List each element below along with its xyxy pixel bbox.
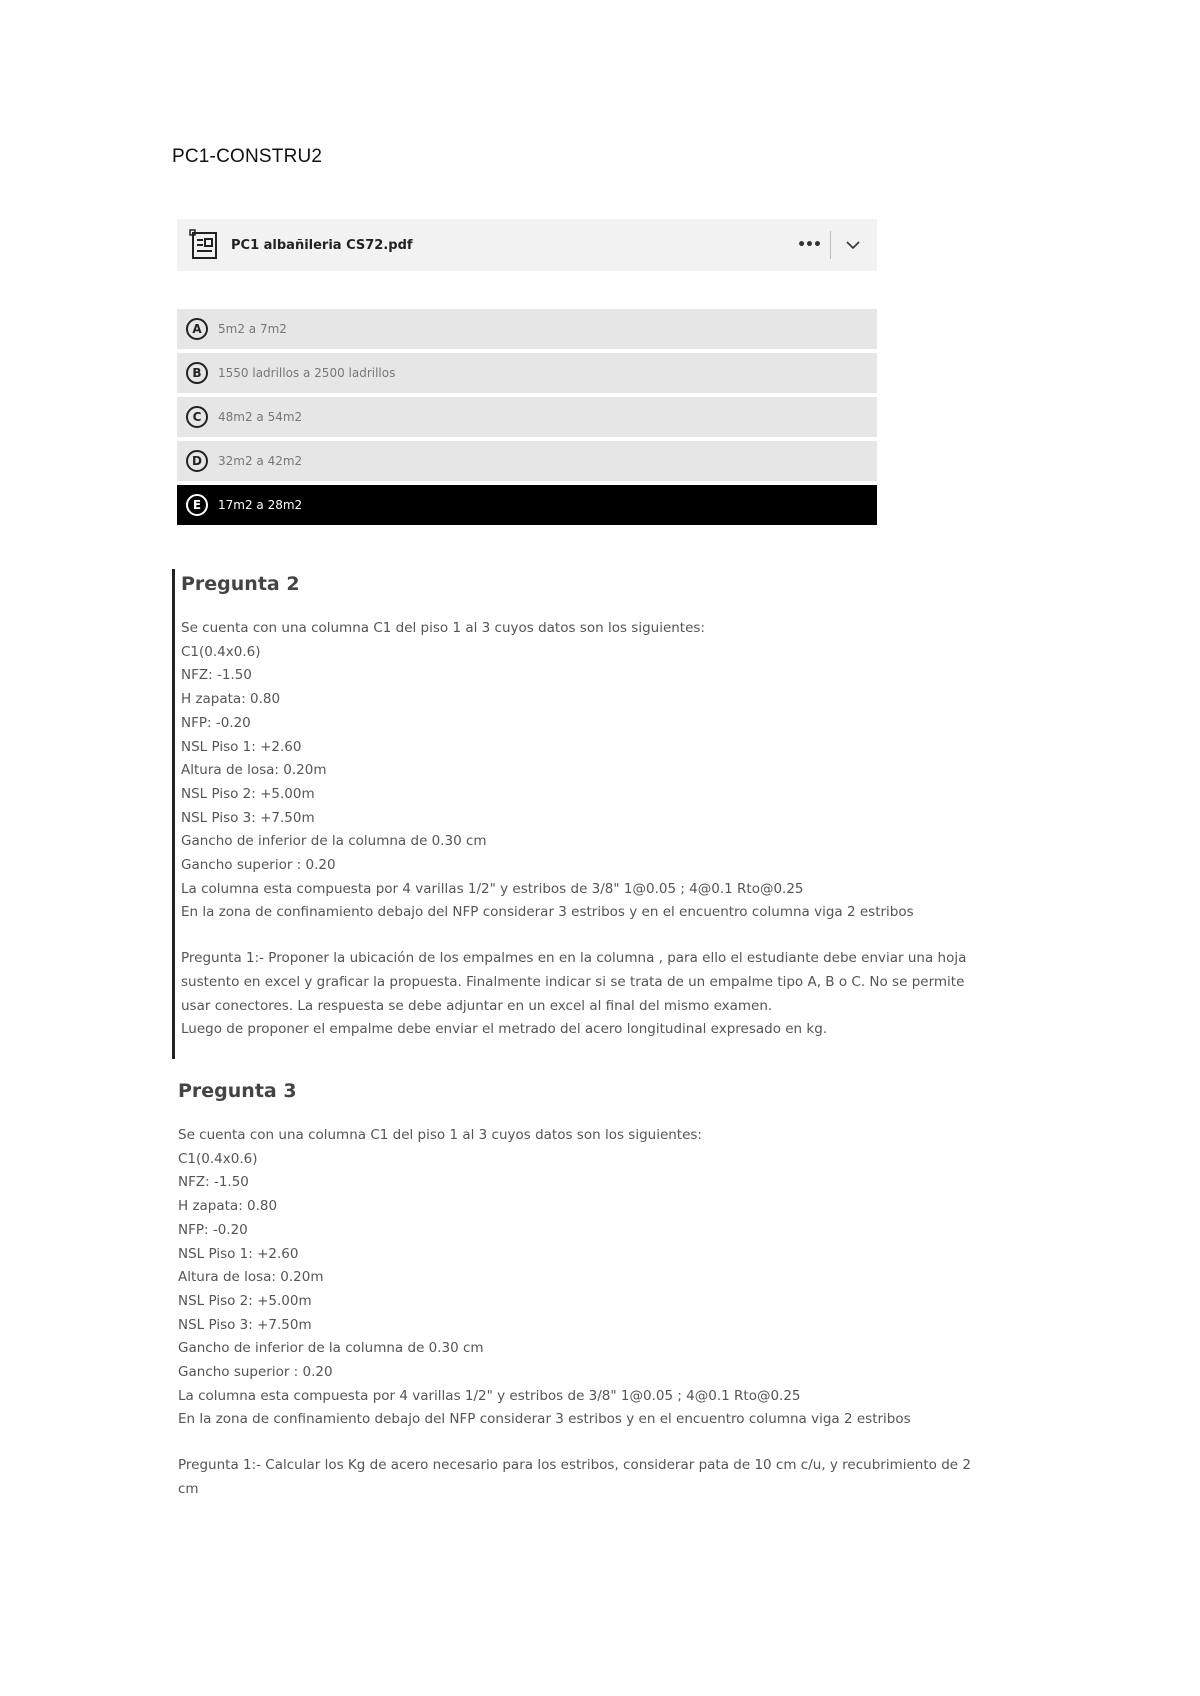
question-line: Se cuenta con una columna C1 del piso 1 al 3 cuyos datos son los siguientes: [178,1127,702,1143]
question-line: Gancho de inferior de la columna de 0.30 cm [181,833,487,850]
option-text: 48m2 a 54m2 [218,410,303,424]
question-line: La columna esta compuesta por 4 varillas 1/2" y estribos de 3/8" 1@0.05 ; 4@0.1 Rto@0.25 [181,880,804,897]
question-title: Pregunta 3 [178,1080,297,1102]
question-line: NFP: -0.20 [178,1221,248,1238]
option-letter-badge: A [186,318,208,340]
option-c[interactable] [177,397,877,437]
question-line: NSL Piso 2: +5.00m [181,785,315,802]
question-line: La columna esta compuesta por 4 varillas 1/2" y estribos de 3/8" 1@0.05 ; 4@0.1 Rto@0.25 [178,1387,801,1404]
question-line: Gancho de inferior de la columna de 0.30 cm [178,1340,484,1357]
option-a[interactable] [177,309,877,349]
question-line: NFP: -0.20 [181,714,251,731]
answer-options [177,309,877,529]
document-icon [187,228,221,262]
option-text: 5m2 a 7m2 [218,322,287,336]
question-line: C1(0.4x0.6) [181,643,261,660]
attachment-file-name[interactable]: PC1 albañileria CS72.pdf [231,237,413,253]
question-line: NSL Piso 3: +7.50m [181,809,315,826]
attachment-bar[interactable] [177,219,877,271]
question-line: Altura de losa: 0.20m [181,762,327,779]
option-letter-badge: C [186,406,208,428]
option-letter-badge: D [186,450,208,472]
question-2 [172,569,1001,1059]
question-line: NSL Piso 3: +7.50m [178,1316,312,1333]
question-paragraph-line: Pregunta 1:- Proponer la ubicación de los empalmes en en la columna , para ello el estudiante debe enviar una hoja [181,950,967,967]
question-line: NSL Piso 1: +2.60 [181,738,302,755]
question-line: Gancho superior : 0.20 [181,857,336,874]
question-line: NFZ: -1.50 [178,1174,249,1191]
question-line: NFZ: -1.50 [181,667,252,684]
question-paragraph-line: Luego de proponer el empalme debe enviar el metrado del acero longitudinal expresado en kg. [181,1021,828,1038]
question-line: En la zona de confinamiento debajo del NFP considerar 3 estribos y en el encuentro columna viga 2 estribos [178,1411,911,1428]
question-line: NSL Piso 1: +2.60 [178,1245,299,1262]
option-text: 17m2 a 28m2 [218,498,303,512]
option-letter-badge: B [186,362,208,384]
question-paragraph-line: cm [178,1480,199,1497]
question-paragraph-line: sustento en excel y graficar la propuesta. Finalmente indicar si se trata de un empalme tipo A, B o C. No se permite [181,973,965,990]
option-text: 1550 ladrillos a 2500 ladrillos [218,366,396,380]
question-line: C1(0.4x0.6) [178,1150,258,1167]
question-line: H zapata: 0.80 [181,691,281,708]
question-line: NSL Piso 2: +5.00m [178,1292,312,1309]
divider [830,231,831,259]
question-line: Altura de losa: 0.20m [178,1269,324,1286]
option-b[interactable] [177,353,877,393]
document-title: PC1-CONSTRU2 [172,146,323,167]
option-letter-badge: E [186,494,208,516]
question-paragraph-line: usar conectores. La respuesta se debe adjuntar en un excel al final del mismo examen. [181,997,773,1014]
question-paragraph-line: Pregunta 1:- Calcular los Kg de acero necesario para los estribos, considerar pata de 10 cm c/u, y recubrimiento de 2 [178,1457,971,1474]
question-line: En la zona de confinamiento debajo del NFP considerar 3 estribos y en el encuentro columna viga 2 estribos [181,904,914,921]
question-line: Se cuenta con una columna C1 del piso 1 al 3 cuyos datos son los siguientes: [181,620,705,636]
more-options-button[interactable]: ••• [797,237,821,253]
option-text: 32m2 a 42m2 [218,454,303,468]
option-e-selected[interactable] [177,485,877,525]
option-d[interactable] [177,441,877,481]
question-line: H zapata: 0.80 [178,1198,278,1215]
chevron-down-icon[interactable] [841,233,865,257]
question-3 [178,1076,998,1502]
question-line: Gancho superior : 0.20 [178,1364,333,1381]
question-title: Pregunta 2 [181,573,300,595]
